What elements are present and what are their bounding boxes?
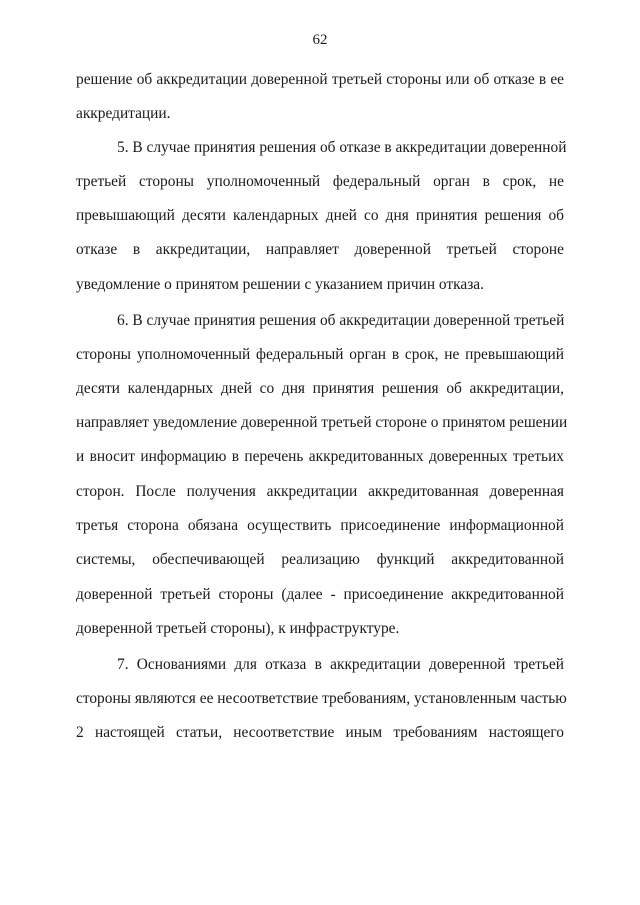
text-line: и вносит информацию в перечень аккредитованных доверенных третьих	[76, 448, 564, 465]
text-line: решение об аккредитации доверенной третьей стороны или об отказе в ее	[76, 71, 564, 88]
text-line: третьей стороны уполномоченный федеральный орган в срок, не	[76, 173, 564, 190]
text-line: уведомление о принятом решении с указанием причин отказа.	[76, 276, 484, 293]
text-line: стороны уполномоченный федеральный орган в срок, не превышающий	[76, 346, 564, 363]
text-line: доверенной третьей стороны), к инфраструктуре.	[76, 620, 400, 637]
text-line: третья сторона обязана осуществить присоединение информационной	[76, 517, 564, 534]
text-line: доверенной третьей стороны (далее - присоединение аккредитованной	[76, 586, 564, 603]
text-line: десяти календарных дней со дня принятия решения об аккредитации,	[76, 380, 564, 397]
text-line: стороны являются ее несоответствие требованиям, установленным частью	[76, 690, 567, 707]
text-line: системы, обеспечивающей реализацию функций аккредитованной	[76, 551, 564, 568]
paragraph-7-first-line: 7. Основаниями для отказа в аккредитации доверенной третьей	[117, 656, 564, 673]
page-number: 62	[312, 32, 328, 48]
text-line: направляет уведомление доверенной третьей стороне о принятом решении	[76, 414, 568, 431]
paragraph-6-first-line: 6. В случае принятия решения об аккредитации доверенной третьей	[117, 312, 565, 329]
text-line: аккредитации.	[76, 105, 171, 122]
paragraph-5-first-line: 5. В случае принятия решения об отказе в аккредитации доверенной	[117, 139, 567, 156]
text-line: сторон. После получения аккредитации аккредитованная доверенная	[76, 483, 564, 500]
text-line: превышающий десяти календарных дней со дня принятия решения об	[76, 207, 564, 224]
text-line: 2 настоящей статьи, несоответствие иным требованиям настоящего	[76, 724, 564, 741]
text-line: отказе в аккредитации, направляет доверенной третьей стороне	[76, 241, 564, 258]
